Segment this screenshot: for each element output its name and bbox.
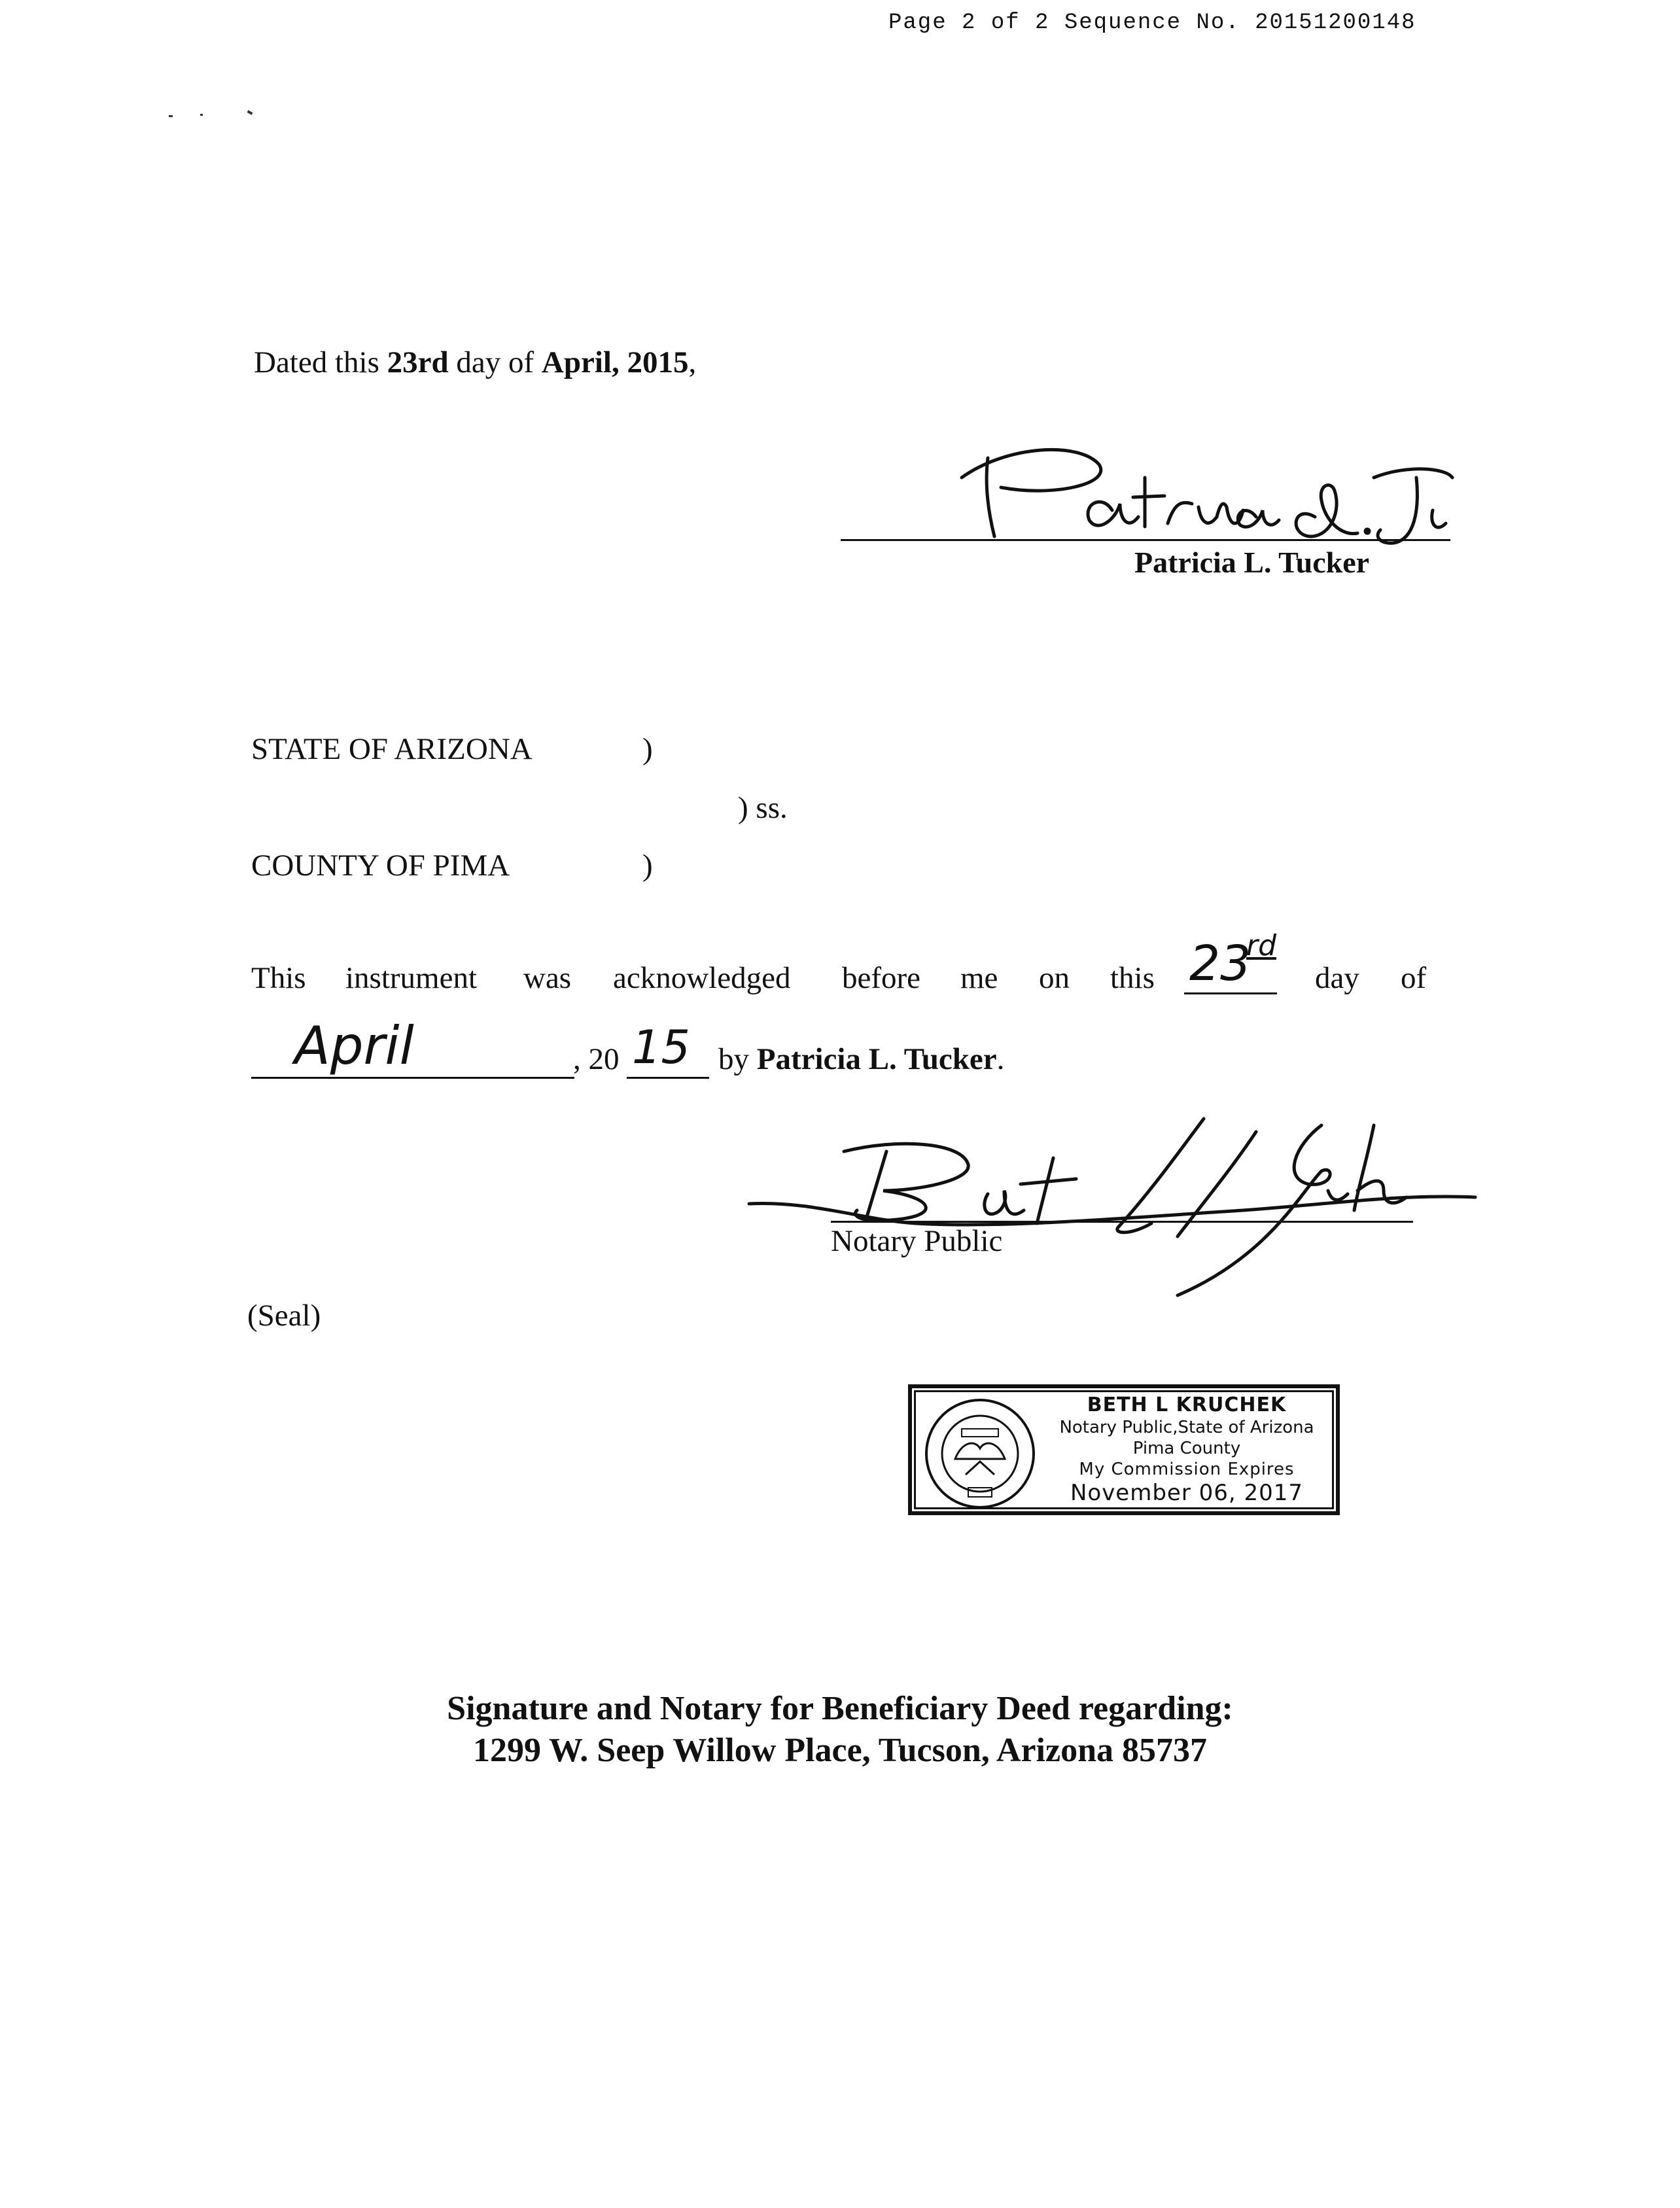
stamp-line-4: November 06, 2017 [1070,1480,1304,1506]
dated-prefix: Dated this [254,345,387,379]
signer-signature-line [841,539,1450,541]
ack-word-of: of [1401,961,1427,995]
venue-county: COUNTY OF PIMA [251,849,510,883]
signer-printed-name: Patricia L. Tucker [1134,546,1370,579]
arizona-seal-icon [922,1396,1038,1511]
stamp-name: BETH L KRUCHEK [1087,1393,1287,1416]
dated-line [254,345,696,380]
ack-word-on: on [1039,961,1070,995]
stamp-line-2: Pima County [1132,1439,1241,1458]
ack-word-this: This [251,961,306,995]
ack-day-suffix-handwritten: rd [1246,929,1277,962]
stamp-text-block [1038,1393,1336,1506]
stamp-line-1: Notary Public,State of Arizona [1059,1418,1314,1437]
dated-suffix: , [688,345,697,379]
ack-word-acknowledged: acknowledged [613,961,791,995]
page-sequence-header: Page 2 of 2 Sequence No. 20151200148 [888,10,1416,35]
notary-signature [746,1106,1479,1302]
notary-signature-line [831,1221,1413,1223]
ack-word-this-2: this [1110,961,1155,995]
venue-paren-2: ) [642,849,653,883]
ack-month-blank-line [251,1077,574,1079]
dated-month-year: April, 2015 [541,345,689,379]
ack-day-handwritten: 23 [1189,936,1251,992]
stamp-line-3: My Commission Expires [1079,1460,1295,1479]
ack-word-instrument: instrument [345,961,478,995]
ack-period: . [996,1042,1005,1076]
venue-state: STATE OF ARIZONA [251,732,533,766]
ack-year-handwritten: 15 [632,1021,691,1074]
venue-paren-1: ) [642,732,653,766]
ack-by-text: by [718,1042,749,1076]
seal-label: (Seal) [247,1299,321,1333]
ack-month-handwritten: April [294,1015,414,1076]
ack-word-me: me [960,961,998,995]
ack-day-blank-line [1184,992,1277,994]
notary-public-label: Notary Public [831,1224,1003,1258]
ack-word-day: day [1315,961,1359,995]
footer-line-2: 1299 W. Seep Willow Place, Tucson, Arizona 85737 [472,1732,1207,1769]
notary-stamp [908,1384,1340,1515]
footer-line-1: Signature and Notary for Beneficiary Deed regarding: [447,1690,1233,1727]
ack-by-name: Patricia L. Tucker [756,1042,997,1076]
ack-word-was: was [523,961,572,995]
dated-day: 23rd [387,345,449,379]
ack-year-prefix: , 20 [573,1042,620,1076]
signer-signature [949,438,1459,556]
ack-word-before: before [842,961,921,995]
ack-year-blank-line [627,1077,709,1079]
ack-by [718,1042,1004,1077]
dated-mid: day of [448,345,542,379]
scan-marks [169,111,267,124]
venue-ss: ) ss. [738,791,788,825]
